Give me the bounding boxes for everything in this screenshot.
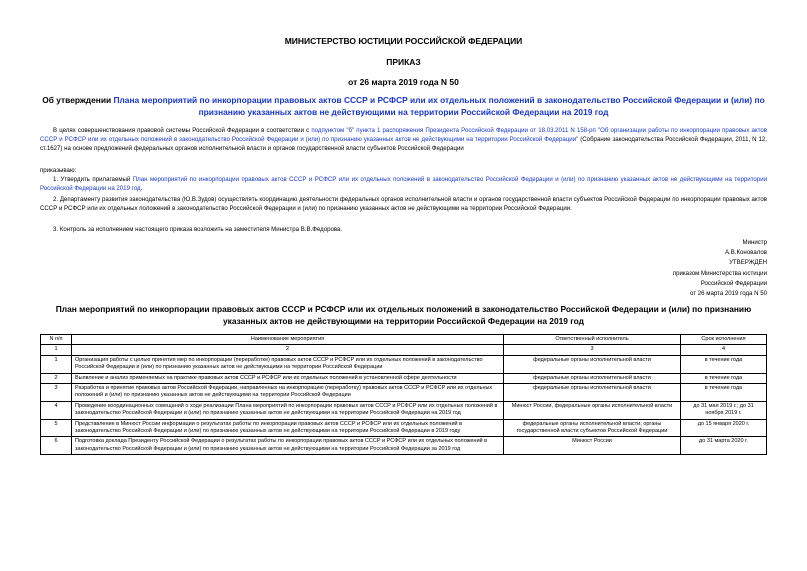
row-executor: федеральные органы исполнительной власти: [504, 384, 681, 402]
col-number-4: 4: [681, 345, 767, 355]
paragraph-item-3: 3. Контроль за исполнением настоящего приказа возложить на заместителя Министра В.В.Федорова.: [53, 226, 343, 233]
row-deadline: в течение года: [681, 373, 767, 383]
signature-block: [567, 238, 767, 299]
table-row: [41, 373, 767, 383]
signature-position: Министр: [742, 239, 767, 246]
plan-table: [40, 334, 767, 455]
row-deadline: в течение года: [681, 384, 767, 402]
paragraph-order-word: приказываю:: [40, 167, 77, 174]
paragraph-item-2: 2. Департаменту развития законодательства (Ю.В.Зудов) осуществлять координацию деятельности федеральных органов исполнительной власти и органов государственной власти субъектов Российской Федерации по инкорпорации правовых актов СССР и РСФСР или их отдельных положений в законодательство Российской Федерации и (или) по признанию указанных актов не действующими на территории Российской Федерации.: [40, 196, 767, 212]
row-activity: Представление в Минюст России информации о результатах работы по инкорпорации правовых актов СССР и РСФСР или их отдельных положений в законодательство Российской Федерации и (или) по признанию указанных актов не действующими на территории Российской Федерации в 2019 году: [72, 419, 504, 437]
header-executor: Ответственный исполнитель: [504, 335, 681, 345]
col-number-2: 2: [72, 345, 504, 355]
row-activity: Проведение координационных совещаний о ходе реализации Плана мероприятий по инкорпорации правовых актов СССР и РСФСР или их отдельных положений в законодательство Российской Федерации и (или) по признанию указанных актов не действующими на территории Российской Федерации на 2019 год: [72, 401, 504, 419]
ministry-name: МИНИСТЕРСТВО ЮСТИЦИИ РОССИЙСКОЙ ФЕДЕРАЦИИ: [284, 36, 523, 46]
row-executor: федеральные органы исполнительной власти: [504, 355, 681, 373]
table-row: [41, 355, 767, 373]
row-number: 1: [41, 355, 72, 373]
approved-by-order: приказом Министерства юстиции: [672, 269, 767, 277]
table-header-row: [41, 335, 767, 345]
item-1-text-b: .: [140, 184, 143, 192]
table-row: [41, 401, 767, 419]
row-activity: Выявление и анализ применяемых на практике правовых актов СССР и РСФСР или их отдельных положений в установленной сфере деятельности: [72, 373, 504, 383]
row-deadline: до 15 января 2020 г.: [681, 419, 767, 437]
title-plan-link[interactable]: Плана мероприятий по инкорпорации правовых актов СССР и РСФСР или их отдельных положений в законодательство Российской Федерации и (или) по признанию указанных актов не действующими на территории Российской Федерации на 2019 год: [113, 95, 765, 117]
header-number: N п/п: [41, 335, 72, 345]
table-row: [41, 384, 767, 402]
col-number-3: 3: [504, 345, 681, 355]
row-executor: федеральные органы исполнительной власти: [504, 373, 681, 383]
row-activity: Подготовка доклада Президенту Российской Федерации о результатах работы по инкорпорации правовых актов СССР и РСФСР или их отдельных положений в законодательство Российской Федерации и (или) по признанию указанных актов не действующими на территории Российской Федерации за 2019 год: [72, 437, 504, 455]
signature-name: А.В.Коновалов: [724, 249, 767, 257]
paragraph-preamble: [40, 127, 767, 153]
row-number: 2: [41, 373, 72, 383]
approved-country: Российской Федерации: [700, 279, 767, 287]
row-number: 6: [41, 437, 72, 455]
approved-date: от 26 марта 2019 года N 50: [690, 290, 767, 298]
header-deadline: Срок исполнения: [681, 335, 767, 345]
header-activity: Наименование мероприятия: [72, 335, 504, 345]
table-row: [41, 419, 767, 437]
col-number-1: 1: [41, 345, 72, 355]
row-number: 4: [41, 401, 72, 419]
decree-link[interactable]: подпунктом "б" пункта 1 распоряжения Президента Российской Федерации от 18.03.2011 N 158-рп "Об организации работы по инкорпорации правовых актов СССР и РСФСР или их отдельных положений в законодательство Российской Федерации и (или) по признанию указанных актов не действующими на территории Российской Федерации": [40, 127, 767, 143]
document-type: ПРИКАЗ: [386, 57, 421, 67]
row-executor: федеральные органы исполнительной власти, органы государственной власти субъектов Российской Федерации: [504, 419, 681, 437]
plan-link[interactable]: План мероприятий по инкорпорации правовых актов СССР и РСФСР или их отдельных положений в законодательство Российской Федерации и (или) по признанию указанных актов не действующими на территории Российской Федерации на 2019 год: [40, 176, 767, 192]
row-executor: Минюст России: [504, 437, 681, 455]
title-prefix: Об утверждении: [42, 95, 114, 105]
row-deadline: в течение года: [681, 355, 767, 373]
row-number: 3: [41, 384, 72, 402]
row-deadline: до 31 марта 2020 г.: [681, 437, 767, 455]
row-executor: Минюст России, федеральные органы исполнительной власти: [504, 401, 681, 419]
document-date: от 26 марта 2019 года N 50: [348, 77, 459, 87]
row-activity: Организация работы с целью принятия мер по инкорпорации (переработке) правовых актов СССР и РСФСР или их отдельных положений в законодательство Российской Федерации и (или) по признанию указанных актов не действующими на территории Российской Федерации: [72, 355, 504, 373]
row-number: 5: [41, 419, 72, 437]
item-1-text-a: 1. Утвердить прилагаемый: [53, 176, 133, 183]
approved-label: УТВЕРЖДЕН: [729, 259, 767, 267]
row-activity: Разработка и принятие правовых актов Российской Федерации, направленных на инкорпорацию (переработку) правовых актов СССР и РСФСР или их отдельных положений и (или) по признанию указанных актов не действующими на территории Российской Федерации: [72, 384, 504, 402]
row-deadline: до 31 мая 2019 г.; до 31 ноября 2019 г.: [681, 401, 767, 419]
preamble-text-b: (Собрание законодательства Российской Федерации, 2011, N 12, ст.1627) на основе предложений федеральных органов исполнительной власти и органов государственной власти субъектов Российской Федерации: [40, 135, 767, 152]
table-column-numbers-row: [41, 345, 767, 355]
table-row: [41, 437, 767, 455]
paragraph-item-1: [40, 176, 767, 194]
document-title: [40, 94, 767, 118]
preamble-text-a: В целях совершенствования правовой системы Российской Федерации в соответствии с: [53, 127, 312, 134]
plan-title: План мероприятий по инкорпорации правовых актов СССР и РСФСР или их отдельных положений в законодательство Российской Федерации и (или) по признанию указанных актов не действующими на территории Российской Федерации на 2019 год: [55, 304, 752, 326]
